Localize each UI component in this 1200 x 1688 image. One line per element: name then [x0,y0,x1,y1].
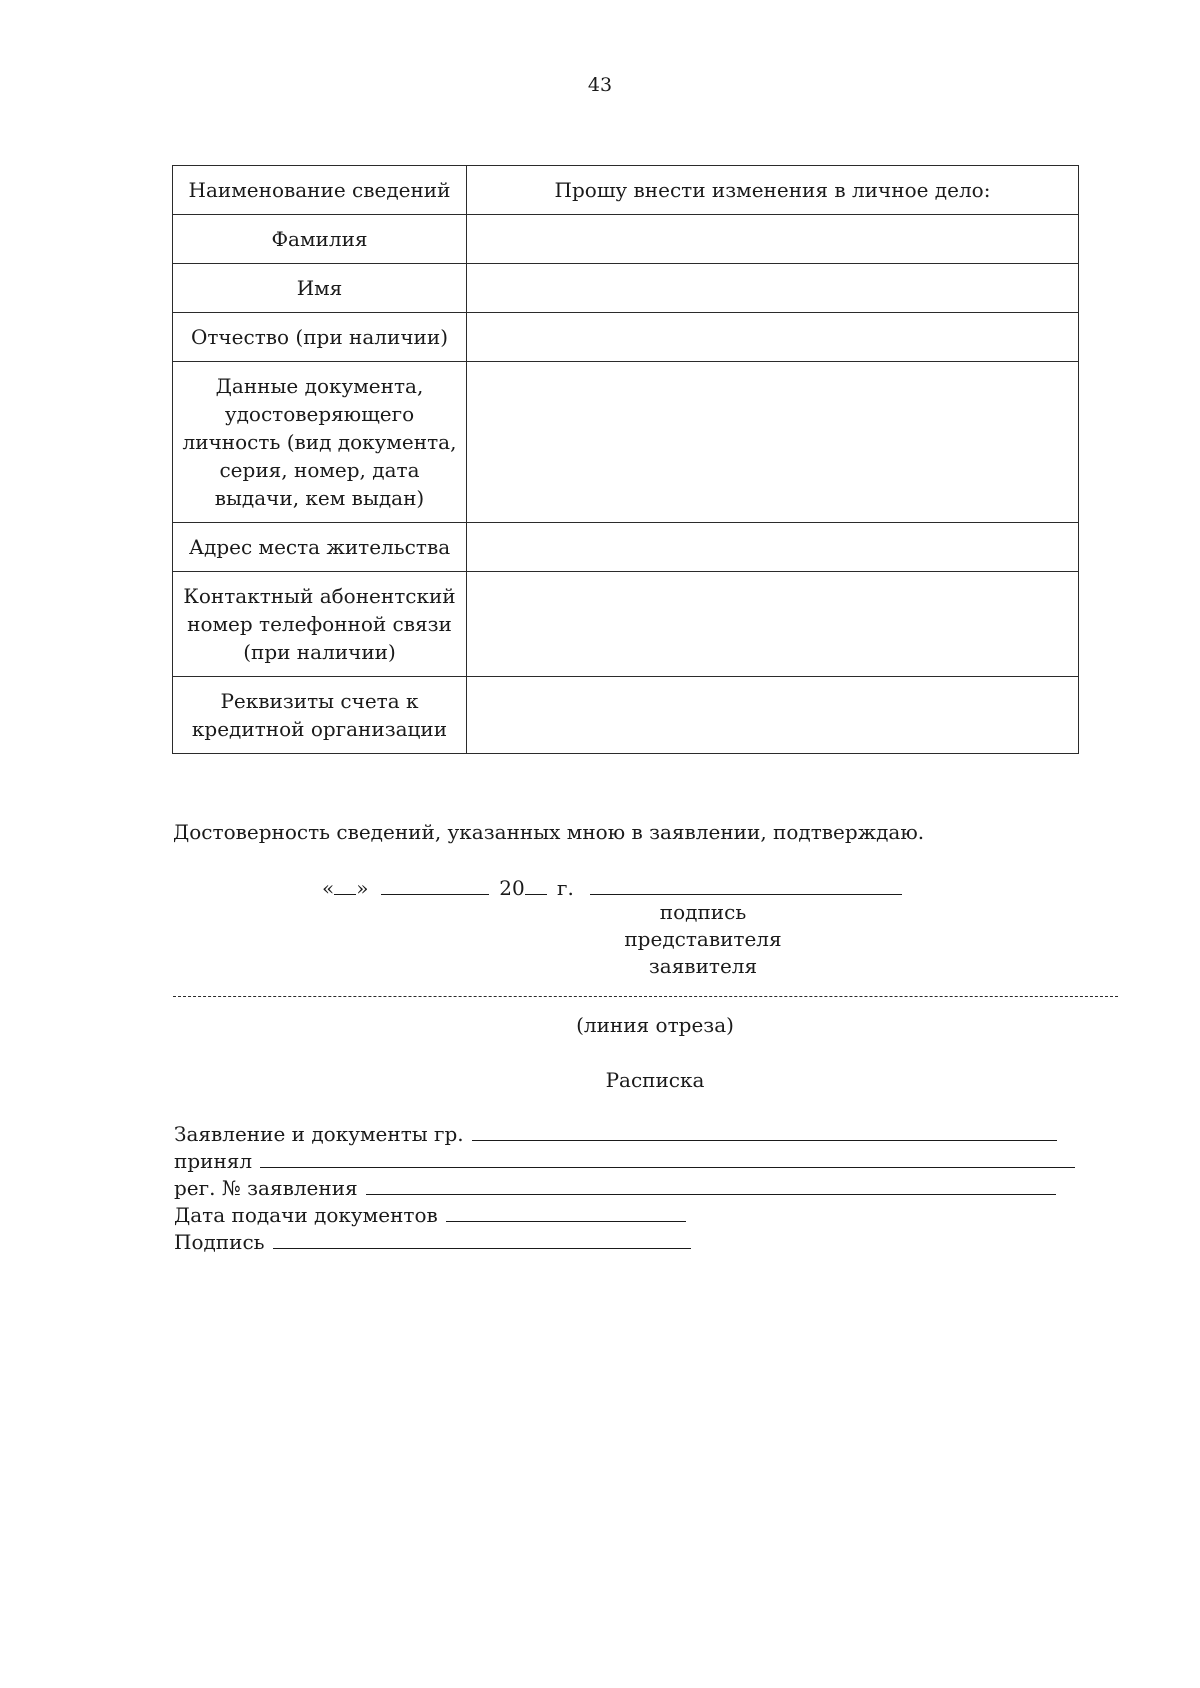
day-field[interactable] [334,874,356,895]
receipt-label-reg-number: рег. № заявления [174,1176,358,1200]
row-label-name: Имя [173,264,467,313]
receipt-label-signature: Подпись [174,1230,265,1254]
row-label-address: Адрес места жительства [173,523,467,572]
row-label-bank-account: Реквизиты счета к кредитной организации [173,677,467,754]
table-row [173,313,1079,362]
receipt-line-accepted [174,1148,1075,1175]
row-label-phone: Контактный абонентский номер телефонной связи (при наличии) [173,572,467,677]
date-signature-line [322,874,902,900]
signature-caption-line2: представителя заявителя [624,927,782,978]
month-field[interactable] [381,874,489,895]
reg-number-field[interactable] [366,1176,1056,1195]
cut-line [173,996,1118,997]
signature-caption-line1: подпись [659,900,747,924]
accepted-by-field[interactable] [260,1149,1075,1168]
table-row [173,523,1079,572]
row-label-surname: Фамилия [173,215,467,264]
page-number: 43 [587,74,613,96]
header-cell-name: Наименование сведений [173,166,467,215]
signature-field[interactable] [590,874,902,895]
table-row [173,572,1079,677]
table-header-row [173,166,1079,215]
row-label-patronymic: Отчество (при наличии) [173,313,467,362]
header-cell-request: Прошу внести изменения в личное дело: [467,166,1079,215]
receipt-line-applicant [174,1121,1057,1148]
confirmation-statement: Достоверность сведений, указанных мною в заявлении, подтверждаю. [173,820,925,844]
receipt-line-reg-number [174,1175,1056,1202]
row-value-phone[interactable] [467,572,1079,677]
table-row [173,264,1079,313]
year-field[interactable] [525,874,547,895]
year-suffix: г. [557,876,574,900]
row-value-address[interactable] [467,523,1079,572]
table-row [173,215,1079,264]
row-value-name[interactable] [467,264,1079,313]
receipt-signature-field[interactable] [273,1230,691,1249]
submission-date-field[interactable] [446,1203,686,1222]
cut-line-caption: (линия отреза) [576,1013,734,1037]
receipt-line-date [174,1202,686,1229]
receipt-title: Расписка [605,1068,705,1092]
row-label-id-document: Данные документа, удостоверяющего личность (вид документа, серия, номер, дата выдачи, кем выдан) [173,362,467,523]
receipt-label-applicant: Заявление и документы гр. [174,1122,464,1146]
changes-table [172,165,1079,754]
row-value-patronymic[interactable] [467,313,1079,362]
table-row [173,677,1079,754]
receipt-label-accepted: принял [174,1149,253,1173]
row-value-surname[interactable] [467,215,1079,264]
receipt-line-signature [174,1229,691,1256]
row-value-id-document[interactable] [467,362,1079,523]
row-value-bank-account[interactable] [467,677,1079,754]
open-quote: « [322,876,335,900]
table-row [173,362,1079,523]
receipt-label-date: Дата подачи документов [174,1203,438,1227]
applicant-field[interactable] [472,1122,1057,1141]
close-quote: » [356,876,369,900]
year-prefix: 20 [499,876,525,900]
